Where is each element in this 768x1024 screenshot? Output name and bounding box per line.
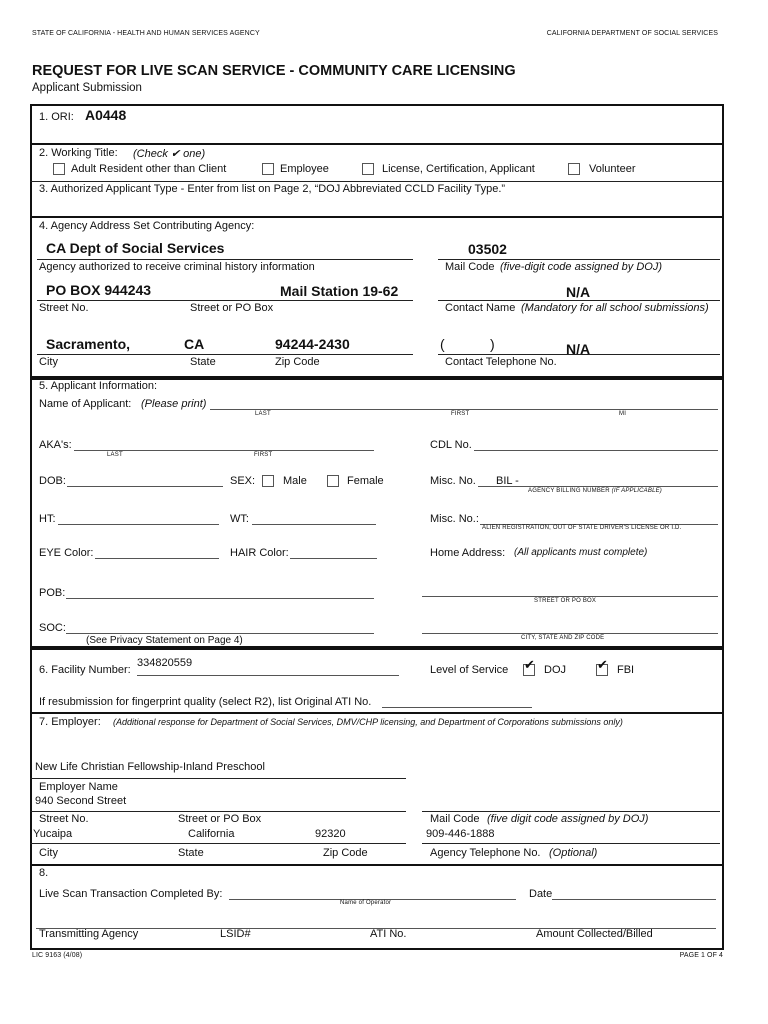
applicant-type-label: 3. Authorized Applicant Type - Enter from list on Page 2, “DOJ Abbreviated CCLD Facility Type.”: [39, 183, 506, 195]
eye-color-label: EYE Color:: [39, 547, 94, 559]
name-mi-hint: MI: [619, 411, 627, 417]
facility-number-value: 334820559: [137, 657, 193, 669]
agency-city-value: Sacramento,: [46, 336, 131, 352]
page-number: PAGE 1 OF 4: [679, 952, 723, 959]
rule: [37, 354, 413, 355]
state-label: State: [190, 356, 216, 368]
ati-no-label: ATI No.: [370, 928, 407, 940]
level-of-service-label: Level of Service: [430, 664, 509, 676]
wt-label: WT:: [230, 513, 249, 525]
frame-section-5: [30, 376, 724, 650]
aka-first-hint: FIRST: [254, 452, 273, 458]
divider-7: [30, 864, 722, 866]
contact-phone-label: Contact Telephone No.: [445, 356, 557, 368]
name-last-hint: LAST: [255, 411, 271, 417]
rule: [438, 354, 720, 355]
divider-3: [30, 216, 722, 218]
agency-auth-label: Agency authorized to receive criminal history information: [39, 261, 315, 273]
doj-checkmark-icon: ✔: [524, 657, 535, 672]
pob-field[interactable]: [66, 598, 374, 599]
option-license: License, Certification, Applicant: [382, 163, 535, 175]
applicant-name-label: Name of Applicant:: [39, 398, 132, 410]
agency-street-no-value: PO BOX 944243: [46, 282, 152, 298]
contact-name-hint: (Mandatory for all school submissions): [521, 302, 709, 314]
rule: [438, 259, 720, 260]
agency-zip-value: 94244-2430: [275, 336, 350, 352]
option-adult-resident: Adult Resident other than Client: [71, 163, 227, 175]
employer-phone-label: Agency Telephone No.: [430, 847, 541, 859]
ori-label: 1. ORI:: [39, 111, 74, 123]
eye-color-field[interactable]: [95, 558, 219, 559]
working-title-label: 2. Working Title:: [39, 147, 118, 159]
aka-label: AKA's:: [39, 439, 72, 451]
agency-name-value: CA Dept of Social Services: [46, 240, 225, 256]
cdl-label: CDL No.: [430, 439, 472, 451]
employer-mail-code-hint: (five digit code assigned by DOJ): [487, 813, 649, 825]
agency-address-label: 4. Agency Address Set Contributing Agency:: [39, 220, 255, 232]
employer-zip-label: Zip Code: [323, 847, 368, 859]
home-address-label: Home Address:: [430, 547, 506, 559]
doj-label: DOJ: [544, 664, 566, 676]
misc-no-label: Misc. No.: [430, 475, 476, 487]
mail-code-label: Mail Code: [445, 261, 495, 273]
wt-field[interactable]: [252, 524, 376, 525]
hair-color-field[interactable]: [290, 558, 377, 559]
ori-value: A0448: [85, 107, 127, 123]
date-label: Date: [529, 888, 553, 900]
operator-hint: Name of Operator: [340, 900, 392, 906]
pob-label: POB:: [39, 587, 66, 599]
misc-no-field[interactable]: [478, 486, 718, 487]
option-volunteer: Volunteer: [589, 163, 636, 175]
rule: [422, 843, 720, 844]
employer-state-label: State: [178, 847, 204, 859]
employer-mail-code-label: Mail Code: [430, 813, 480, 825]
contact-phone-value: N/A: [566, 341, 591, 357]
divider-2: [30, 181, 722, 182]
employer-label: 7. Employer:: [39, 716, 101, 728]
agency-state-value: CA: [184, 336, 205, 352]
misc-no-value: BIL -: [496, 475, 519, 487]
facility-number-field[interactable]: [137, 675, 399, 676]
female-label: Female: [347, 475, 384, 487]
home-city-hint: CITY, STATE AND ZIP CODE: [521, 635, 605, 641]
billing-hint-sub: (IF APPLICABLE): [611, 488, 663, 494]
divider-1: [30, 143, 722, 145]
rule: [30, 811, 406, 812]
checkbox-adult-resident[interactable]: [53, 163, 65, 175]
form-subtitle: Applicant Submission: [32, 82, 142, 94]
employer-zip-value: 92320: [315, 828, 346, 840]
rule: [30, 843, 406, 844]
misc2-label: Misc. No.:: [430, 513, 479, 525]
billing-hint-main: AGENCY BILLING NUMBER: [528, 488, 610, 494]
employer-city-label: City: [39, 847, 58, 859]
aka-last-hint: LAST: [107, 452, 123, 458]
rule: [37, 300, 413, 301]
resubmission-label: If resubmission for fingerprint quality (select R2), list Original ATI No.: [39, 696, 372, 708]
form-title: REQUEST FOR LIVE SCAN SERVICE - COMMUNITY CARE LICENSING: [32, 63, 516, 79]
aka-field[interactable]: [74, 450, 374, 451]
employer-street-po-label: Street or PO Box: [178, 813, 262, 825]
privacy-note: (See Privacy Statement on Page 4): [86, 635, 243, 646]
checkbox-male[interactable]: [262, 475, 274, 487]
city-label: City: [39, 356, 58, 368]
checkbox-female[interactable]: [327, 475, 339, 487]
rule: [37, 259, 413, 260]
form-code: LIC 9163 (4/08): [32, 952, 83, 959]
rule: [422, 811, 720, 812]
applicant-name-field[interactable]: [210, 409, 718, 410]
ht-field[interactable]: [58, 524, 219, 525]
facility-number-label: 6. Facility Number:: [39, 664, 131, 676]
ht-label: HT:: [39, 513, 56, 525]
fbi-label: FBI: [617, 664, 635, 676]
billing-hint: [528, 488, 662, 494]
zip-label: Zip Code: [275, 356, 320, 368]
dob-label: DOB:: [39, 475, 66, 487]
name-first-hint: FIRST: [451, 411, 470, 417]
phone-paren-close: ): [490, 336, 495, 352]
employer-street-value: 940 Second Street: [35, 795, 127, 807]
employer-phone-value: 909-446-1888: [426, 828, 495, 840]
sex-label: SEX:: [230, 475, 256, 487]
home-street-field[interactable]: [422, 596, 718, 597]
checkbox-license[interactable]: [362, 163, 374, 175]
street-po-label: Street or PO Box: [190, 302, 274, 314]
agency-street-po-value: Mail Station 19-62: [280, 283, 399, 299]
agency-header-left: STATE OF CALIFORNIA - HEALTH AND HUMAN SERVICES AGENCY: [32, 30, 260, 37]
dob-field[interactable]: [67, 486, 223, 487]
alien-hint: ALIEN REGISTRATION, OUT OF STATE DRIVER'S LICENSE OR I.D.: [482, 525, 682, 531]
agency-header-right: CALIFORNIA DEPARTMENT OF SOCIAL SERVICES: [546, 30, 718, 37]
employer-state-value: California: [188, 828, 235, 840]
contact-name-label: Contact Name: [445, 302, 516, 314]
fbi-checkmark-icon: ✔: [597, 657, 608, 672]
applicant-name-hint: (Please print): [141, 398, 207, 410]
contact-name-value: N/A: [566, 284, 591, 300]
section-8-label: 8.: [39, 867, 49, 879]
employer-phone-hint: (Optional): [549, 847, 598, 859]
home-address-hint: (All applicants must complete): [514, 547, 648, 558]
completed-by-label: Live Scan Transaction Completed By:: [39, 888, 223, 900]
applicant-info-label: 5. Applicant Information:: [39, 380, 158, 392]
employer-name-label: Employer Name: [39, 781, 118, 793]
divider-6: [30, 712, 722, 714]
cdl-field[interactable]: [474, 450, 718, 451]
soc-label: SOC:: [39, 622, 66, 634]
mail-code-hint: (five-digit code assigned by DOJ): [500, 261, 663, 273]
amount-label: Amount Collected/Billed: [536, 928, 653, 940]
lsid-label: LSID#: [220, 928, 251, 940]
home-city-field[interactable]: [422, 633, 718, 634]
phone-paren-open: (: [440, 336, 445, 352]
date-field[interactable]: [552, 899, 716, 900]
employer-street-no-label: Street No.: [39, 813, 89, 825]
soc-field[interactable]: [66, 633, 374, 634]
option-employee: Employee: [280, 163, 329, 175]
working-title-hint: (Check ✔ one): [133, 148, 206, 160]
employer-name-value: New Life Christian Fellowship-Inland Preschool: [35, 761, 265, 773]
employer-hint: (Additional response for Department of Social Services, DMV/CHP licensing, and Department of Corporations submissions only): [113, 717, 623, 727]
employer-city-value: Yucaipa: [33, 828, 73, 840]
transmitting-agency-label: Transmitting Agency: [39, 928, 139, 940]
home-street-hint: STREET OR PO BOX: [534, 598, 597, 604]
agency-mail-code-value: 03502: [468, 241, 507, 257]
male-label: Male: [283, 475, 307, 487]
checkbox-employee[interactable]: [262, 163, 274, 175]
original-ati-field[interactable]: [382, 707, 532, 708]
rule: [438, 300, 720, 301]
street-no-label: Street No.: [39, 302, 89, 314]
employer-name-field[interactable]: [30, 778, 406, 779]
checkbox-volunteer[interactable]: [568, 163, 580, 175]
hair-color-label: HAIR Color:: [230, 547, 289, 559]
